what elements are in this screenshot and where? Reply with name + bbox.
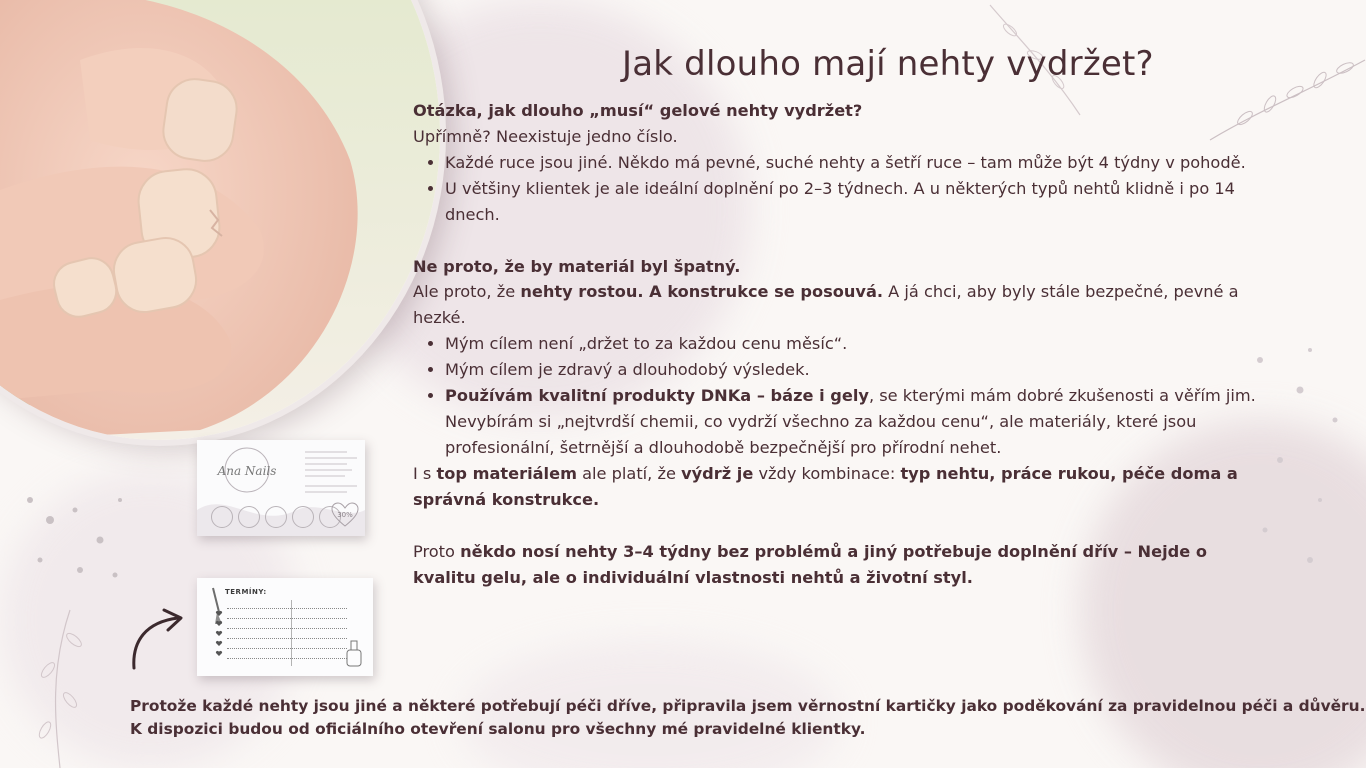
list-item: • Používám kvalitní produkty DNKa – báze i gely, se kterými mám dobré zkušenosti a věřím jim. Nevybírám si „nejtvrdší chemii, co vydrží všechno za každou cenu“, ale materiály, které jsou profesionální, šetrnější a dlouhodobě bezpečnější pro přírodní nehet. [445,383,1258,461]
glitter-decoration [20,480,140,590]
intro-question: Otázka, jak dlouho „musí“ gelové nehty vydržet? [413,101,863,120]
list-item: • Mým cílem je zdravý a dlouhodobý výsledek. [445,357,1258,383]
list-item: • Mým cílem není „držet to za každou cenu měsíc“. [445,331,1258,357]
summary-paragraph: I s top materiálem ale platí, že výdrž je vždy kombinace: typ nehtu, práce rukou, péče doma a správná konstrukce. [413,463,1238,509]
arrow-icon [126,606,186,670]
conclusion-paragraph: Proto někdo nosí nehty 3–4 týdny bez problémů a jiný potřebuje doplnění dřív – Nejde o kvalitu gelu, ale o individuální vlastnosti nehtů a životní styl. [413,541,1207,587]
intro-answer: Upřímně? Neexistuje jedno číslo. [413,126,678,146]
heart-icon [331,502,359,528]
leaf-branch-icon [0,600,120,768]
footer-line-1: Protože každé nehty jsou jiné a některé potřebují péči dříve, připravila jsem věrnostní kartičky jako poděkování za pravidelnou péči a důvěru. [130,697,1366,715]
glitter-decoration [1240,330,1360,580]
footer-line-2: K dispozici budou od oficiálního otevření salonu pro všechny mé pravidelné klientky. [130,720,866,738]
page-title: Jak dlouho mají nehty vydržet? [622,44,1154,84]
reason-list [413,331,1258,461]
card-terminy-label: TERMÍNY: [225,588,267,596]
list-item: • Každé ruce jsou jiné. Někdo má pevné, suché nehty a šetří ruce – tam může být 4 týdny v pohodě. [445,150,1258,176]
main-text [413,98,1258,590]
polish-bottle-icon [345,640,363,668]
reason-heading: Ne proto, že by materiál byl špatný. [413,256,741,276]
stamp-circles [211,506,341,528]
loyalty-card-back [197,578,373,676]
footer-note [130,695,1365,741]
card-stamp-text: 30% [337,511,353,519]
heart-bullets-icon [215,610,223,662]
intro-list [413,150,1258,228]
loyalty-card-front [197,440,365,536]
list-item: • U většiny klientek je ale ideální doplnění po 2–3 týdnech. A u některých typů nehtů klidně i po 14 dnech. [445,176,1258,228]
reason-paragraph: Ale proto, že nehty rostou. A konstrukce se posouvá. A já chci, aby byly stále bezpečné, pevné a hezké. [413,282,1239,328]
card-logo-text: Ana Nails [217,464,277,478]
